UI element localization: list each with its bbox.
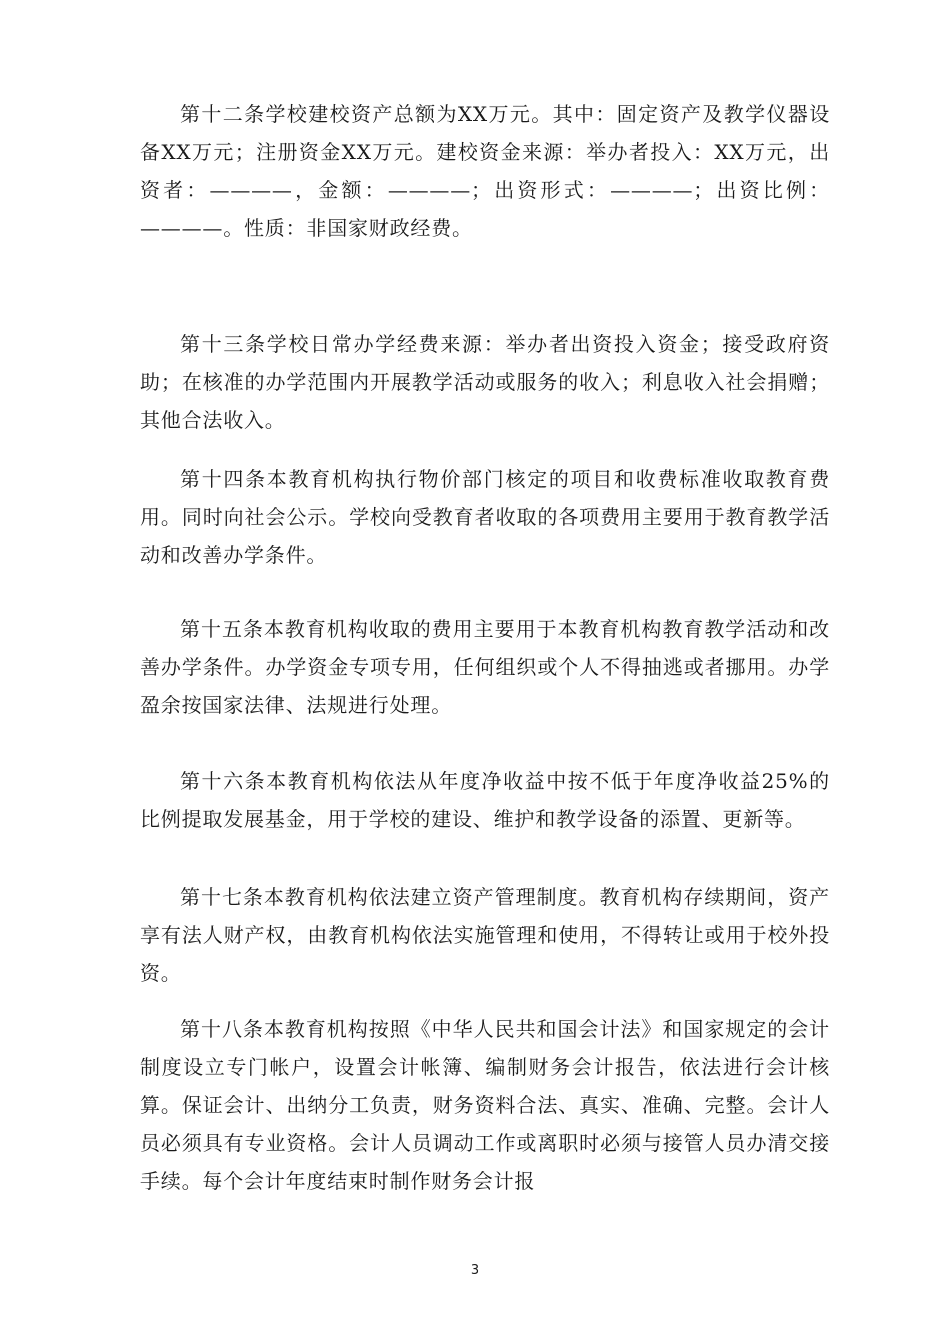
article-13-paragraph: 第十三条学校日常办学经费来源：举办者出资投入资金；接受政府资助；在核准的办学范围内开展教学活动或服务的收入；利息收入社会捐赠；其他合法收入。	[140, 332, 830, 432]
article-12-paragraph: 第十二条学校建校资产总额为XX万元。其中：固定资产及教学仪器设备XX万元；注册资金XX万元。建校资金来源：举办者投入：XX万元，出资者：————，金额：————；出资形式：————；出资比例：————。性质：非国家财政经费。	[140, 102, 830, 240]
article-18-paragraph: 第十八条本教育机构按照《中华人民共和国会计法》和国家规定的会计制度设立专门帐户，设置会计帐簿、编制财务会计报告，依法进行会计核算。保证会计、出纳分工负责，财务资料合法、真实、准确、完整。会计人员必须具有专业资格。会计人员调动工作或离职时必须与接管人员办清交接手续。每个会计年度结束时制作财务会计报	[140, 1017, 830, 1193]
article-15-paragraph: 第十五条本教育机构收取的费用主要用于本教育机构教育教学活动和改善办学条件。办学资金专项专用，任何组织或个人不得抽逃或者挪用。办学盈余按国家法律、法规进行处理。	[140, 617, 830, 717]
page-number: 3	[470, 1263, 480, 1278]
article-16-paragraph: 第十六条本教育机构依法从年度净收益中按不低于年度净收益25%的比例提取发展基金，用于学校的建设、维护和教学设备的添置、更新等。	[140, 769, 830, 831]
article-17-paragraph: 第十七条本教育机构依法建立资产管理制度。教育机构存续期间，资产享有法人财产权，由教育机构依法实施管理和使用，不得转让或用于校外投资。	[140, 885, 830, 985]
article-14-paragraph: 第十四条本教育机构执行物价部门核定的项目和收费标准收取教育费用。同时向社会公示。学校向受教育者收取的各项费用主要用于教育教学活动和改善办学条件。	[140, 467, 830, 567]
